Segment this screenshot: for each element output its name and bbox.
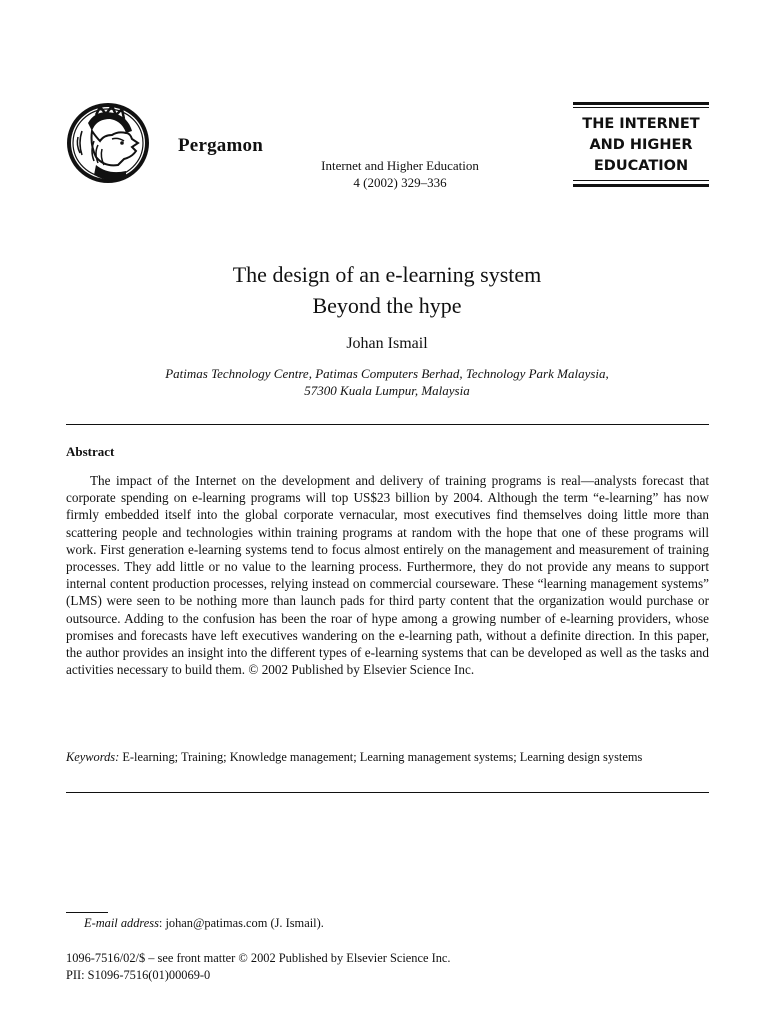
abstract-body: The impact of the Internet on the development and delivery of training programs is real—analysts forecast that corporate spending on e-learning programs will top US$23 billion by 2004. Although the term “e-learning” has now firmly embedded itself into the global corporate vernacular, most executives find themselves doing little more than scattering people and technologies within training programs at random with the hope that one of these programs will work. First generation e-learning systems tend to focus almost entirely on the management and measurement of training processes. They add little or no value to the learning process. Furthermore, they do not provide any means to support internal content production processes, relying instead on commercial courseware. These “learning management systems” (LMS) were seen to be nothing more than launch pads for third party content that the organization would purchase or outsource. Adding to the confusion has been the roar of hype among a growing number of e-learning providers, whose promises and forecasts have left executives wandering on the e-learning path, without a definite direction. In this paper, the author provides an insight into the different types of e-learning systems that can be developed as well as the tasks and activities necessary to build them. © 2002 Published by Elsevier Science Inc. <box>66 473 709 678</box>
subtitle-line: Beyond the hype <box>312 293 462 318</box>
title-line: The design of an e-learning system <box>232 262 542 287</box>
affiliation-line: 57300 Kuala Lumpur, Malaysia <box>304 383 470 398</box>
keywords-label: Keywords: <box>66 750 120 764</box>
copyright-block <box>66 950 451 984</box>
masthead-title <box>573 114 709 177</box>
masthead-bottom-rule <box>573 184 709 187</box>
author-affiliation <box>60 365 714 399</box>
issn-line: 1096-7516/02/$ – see front matter © 2002 Published by Elsevier Science Inc. <box>66 951 451 965</box>
journal-masthead <box>573 102 709 186</box>
masthead-top-rule <box>573 102 709 105</box>
elsevier-athena-emblem-icon <box>66 101 166 185</box>
keywords-list: E-learning; Training; Knowledge management; Learning management systems; Learning design systems <box>122 750 643 764</box>
footnote-email <box>84 916 324 931</box>
pii-line: PII: S1096-7516(01)00069-0 <box>66 968 211 982</box>
section-divider <box>66 424 709 425</box>
publisher-name: Pergamon <box>178 135 263 156</box>
email-label: E-mail address <box>84 916 159 930</box>
journal-reference <box>300 157 500 191</box>
article-title <box>60 259 714 321</box>
section-divider <box>66 792 709 793</box>
masthead-line: AND HIGHER <box>589 137 693 153</box>
email-value: : johan@patimas.com (J. Ismail). <box>158 916 324 930</box>
journal-citation: 4 (2002) 329–336 <box>353 175 447 190</box>
masthead-bottom-rule-thin <box>573 180 709 181</box>
affiliation-line: Patimas Technology Centre, Patimas Computers Berhad, Technology Park Malaysia, <box>165 366 609 381</box>
abstract-heading: Abstract <box>66 444 115 459</box>
masthead-line: THE INTERNET <box>582 116 700 132</box>
footnote-rule <box>66 912 108 913</box>
journal-name: Internet and Higher Education <box>321 158 479 173</box>
publisher-logo <box>66 101 278 185</box>
masthead-top-rule-thin <box>573 107 709 108</box>
keywords <box>66 749 709 765</box>
masthead-line: EDUCATION <box>593 158 689 174</box>
author-name: Johan Ismail <box>346 335 428 352</box>
